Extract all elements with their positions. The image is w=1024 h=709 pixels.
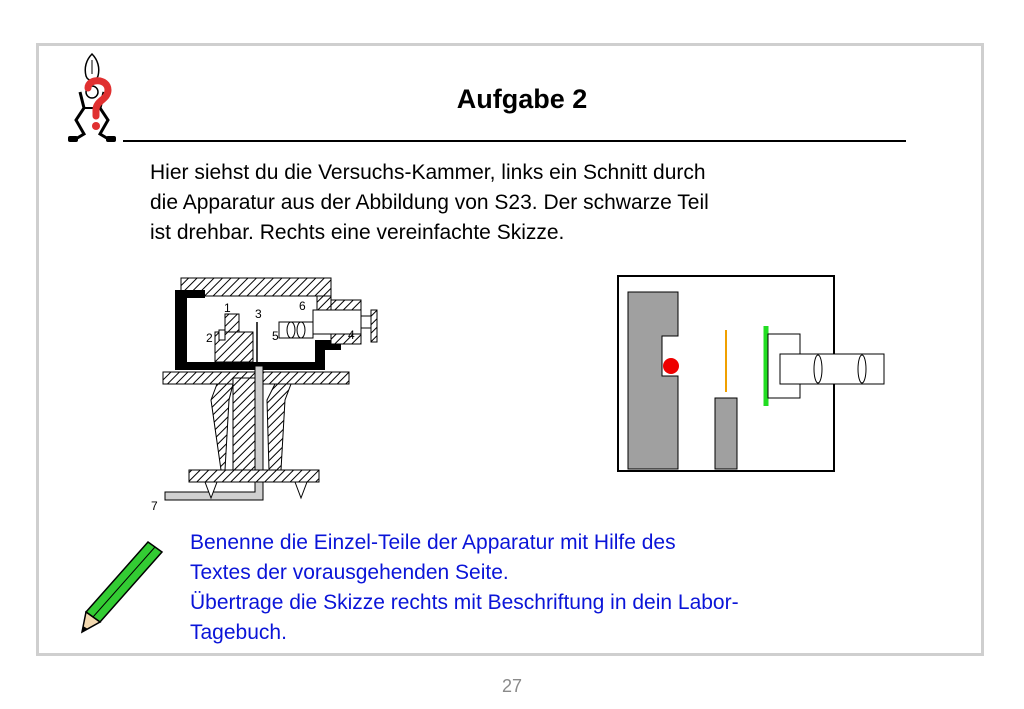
instruction-line: Übertrage die Skizze rechts mit Beschriftung in dein Labor- — [190, 591, 739, 614]
pencil-icon — [78, 538, 168, 634]
apparatus-cross-section — [145, 270, 395, 515]
label-2: 2 — [206, 331, 213, 345]
label-5: 5 — [272, 329, 279, 343]
label-6: 6 — [299, 299, 306, 313]
instruction-text — [190, 528, 910, 648]
label-7: 7 — [151, 499, 158, 513]
simplified-sketch — [616, 274, 888, 474]
label-4: 4 — [348, 328, 355, 342]
title-divider — [123, 140, 906, 142]
label-3: 3 — [255, 307, 262, 321]
intro-line: Hier siehst du die Versuchs-Kammer, links ein Schnitt durch — [150, 161, 706, 184]
intro-line: ist drehbar. Rechts eine vereinfachte Skizze. — [150, 221, 565, 244]
intro-line: die Apparatur aus der Abbildung von S23. Der schwarze Teil — [150, 191, 709, 214]
label-1: 1 — [224, 301, 231, 315]
instruction-line: Benenne die Einzel-Teile der Apparatur mit Hilfe des — [190, 531, 676, 554]
slide-title: Aufgabe 2 — [456, 84, 588, 114]
instruction-line: Textes der vorausgehenden Seite. — [190, 561, 509, 584]
intro-text — [150, 158, 890, 248]
instruction-line: Tagebuch. — [190, 621, 287, 644]
page-number: 27 — [501, 676, 523, 696]
